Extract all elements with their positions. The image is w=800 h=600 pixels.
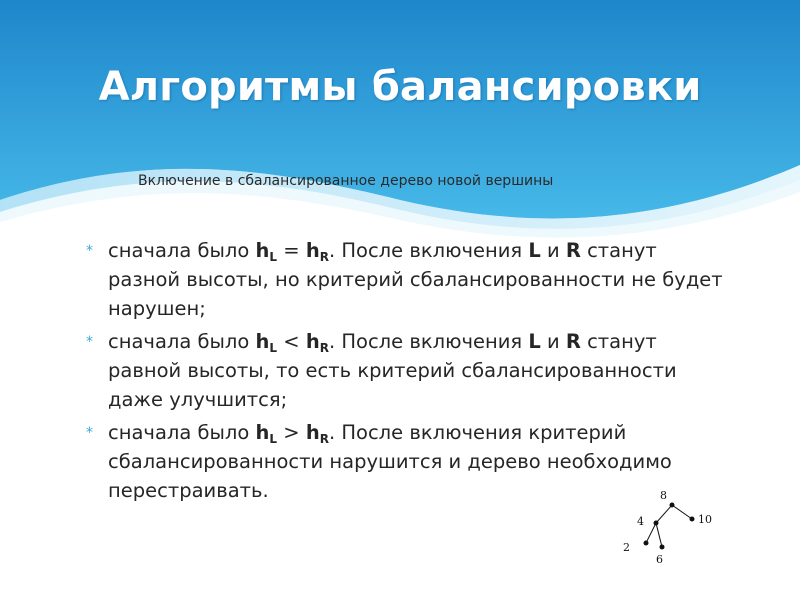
bullet-item <box>86 236 726 323</box>
tree-label-10: 10 <box>698 513 712 526</box>
bold-r: R <box>565 330 581 353</box>
operator: > <box>277 421 306 444</box>
tree-node <box>670 503 675 508</box>
bullet-text: . После включения <box>328 330 529 353</box>
bullet-marker: * <box>86 425 93 441</box>
tree-node <box>644 541 649 546</box>
tree-node <box>660 545 665 550</box>
tree-edge <box>656 505 672 523</box>
bullet-marker: * <box>86 243 93 259</box>
operator: = <box>277 239 306 262</box>
height-symbol: h <box>255 330 270 353</box>
bold-l: L <box>528 239 541 262</box>
subscript-r: R <box>319 341 329 355</box>
bold-l: L <box>528 330 541 353</box>
tree-node <box>690 517 695 522</box>
bullet-text: и <box>540 330 566 353</box>
tree-edge <box>672 505 692 519</box>
operator: < <box>277 330 306 353</box>
subscript-l: L <box>269 250 278 264</box>
bullet-marker: * <box>86 334 93 350</box>
height-symbol: h <box>305 239 320 262</box>
subscript-r: R <box>319 432 329 446</box>
subscript-l: L <box>269 432 278 446</box>
bullet-list <box>86 236 726 509</box>
tree-edge <box>656 523 662 547</box>
tree-label-2: 2 <box>623 541 630 554</box>
tree-edge <box>646 523 656 543</box>
tree-node <box>654 521 659 526</box>
bullet-text: сначала было <box>108 330 256 353</box>
bullet-text: станут равной высоты, то есть критерий сбалансированности даже улучшится; <box>108 330 677 411</box>
subscript-r: R <box>319 250 329 264</box>
binary-tree-diagram <box>612 485 722 575</box>
slide-subtitle: Включение в сбалансированное дерево новой вершины <box>138 173 554 189</box>
slide-title: Алгоритмы балансировки <box>98 64 702 110</box>
bullet-text: сначала было <box>108 239 256 262</box>
header-banner <box>0 0 800 240</box>
bullet-text: . После включения критерий сбалансированности нарушится и дерево необходимо перестраивать. <box>108 421 672 502</box>
height-symbol: h <box>305 330 320 353</box>
bullet-text: . После включения <box>328 239 529 262</box>
tree-label-6: 6 <box>656 553 663 566</box>
tree-label-8: 8 <box>660 489 667 502</box>
bullet-text: и <box>540 239 566 262</box>
bullet-text: сначала было <box>108 421 256 444</box>
bullet-item <box>86 327 726 414</box>
bullet-text: станут разной высоты, но критерий сбалансированности не будет нарушен; <box>108 239 723 320</box>
bold-r: R <box>565 239 581 262</box>
height-symbol: h <box>305 421 320 444</box>
height-symbol: h <box>255 239 270 262</box>
subscript-l: L <box>269 341 278 355</box>
height-symbol: h <box>255 421 270 444</box>
tree-label-4: 4 <box>637 515 644 528</box>
